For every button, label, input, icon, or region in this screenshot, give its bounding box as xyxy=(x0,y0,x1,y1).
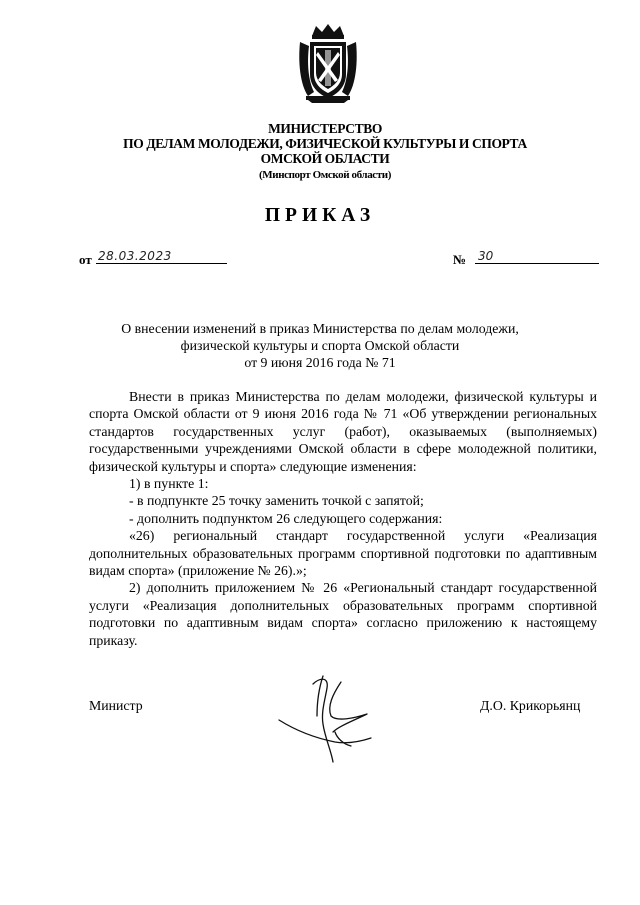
body-paragraph: 2) дополнить приложением № 26 «Региональный стандарт государственной услуги «Реализация дополнительных образовательных программ спортивной подготовки по адаптивным видам спорта» согласно приложению к настоящему приказу. xyxy=(89,580,597,648)
number-value: 30 xyxy=(475,249,599,264)
subject-line-2: физической культуры и спорта Омской области xyxy=(180,338,460,353)
header-line-2: ПО ДЕЛАМ МОЛОДЕЖИ, ФИЗИЧЕСКОЙ КУЛЬТУРЫ И СПОРТА xyxy=(123,136,527,151)
header-line-3: ОМСКОЙ ОБЛАСТИ xyxy=(260,151,390,166)
header-abbreviation: (Минспорт Омской области) xyxy=(259,169,391,181)
omsk-coat-of-arms-icon xyxy=(298,22,358,104)
ministry-header xyxy=(60,121,590,182)
subject-line-1: О внесении изменений в приказ Министерства по делам молодежи, xyxy=(121,321,519,336)
handwritten-signature-icon xyxy=(275,668,385,768)
body-paragraph: - в подпункте 25 точку заменить точкой с запятой; xyxy=(129,493,424,509)
body-paragraph: Внести в приказ Министерства по делам молодежи, физической культуры и спорта Омской области от 9 июня 2016 года № 71 «Об утверждении региональных стандартов государственных услуг (работ), оказываемых (выполняемых) государственными учреждениями Омской области в сфере молодежной политики, физической культуры и спорта» следующие изменения: xyxy=(89,389,597,474)
header-line-1: МИНИСТЕРСТВО xyxy=(268,121,382,136)
body-paragraph: 1) в пункте 1: xyxy=(129,476,209,492)
signatory-role: Министр xyxy=(89,698,143,713)
date-value: 28.03.2023 xyxy=(96,249,227,264)
number-label: № xyxy=(453,252,467,267)
date-label: от xyxy=(79,252,92,267)
subject-line-3: от 9 июня 2016 года № 71 xyxy=(244,355,396,370)
body-paragraph: - дополнить подпунктом 26 следующего содержания: xyxy=(129,510,443,526)
signatory-name: Д.О. Крикорьянц xyxy=(480,698,581,713)
body-paragraph: «26) региональный стандарт государственной услуги «Реализация дополнительных образовательных программ спортивной подготовки по адаптивным видам спорта» (приложение № 26).»; xyxy=(89,528,597,579)
document-subject xyxy=(80,320,560,371)
document-title: ПРИКАЗ xyxy=(264,205,376,226)
document-body xyxy=(89,388,597,649)
